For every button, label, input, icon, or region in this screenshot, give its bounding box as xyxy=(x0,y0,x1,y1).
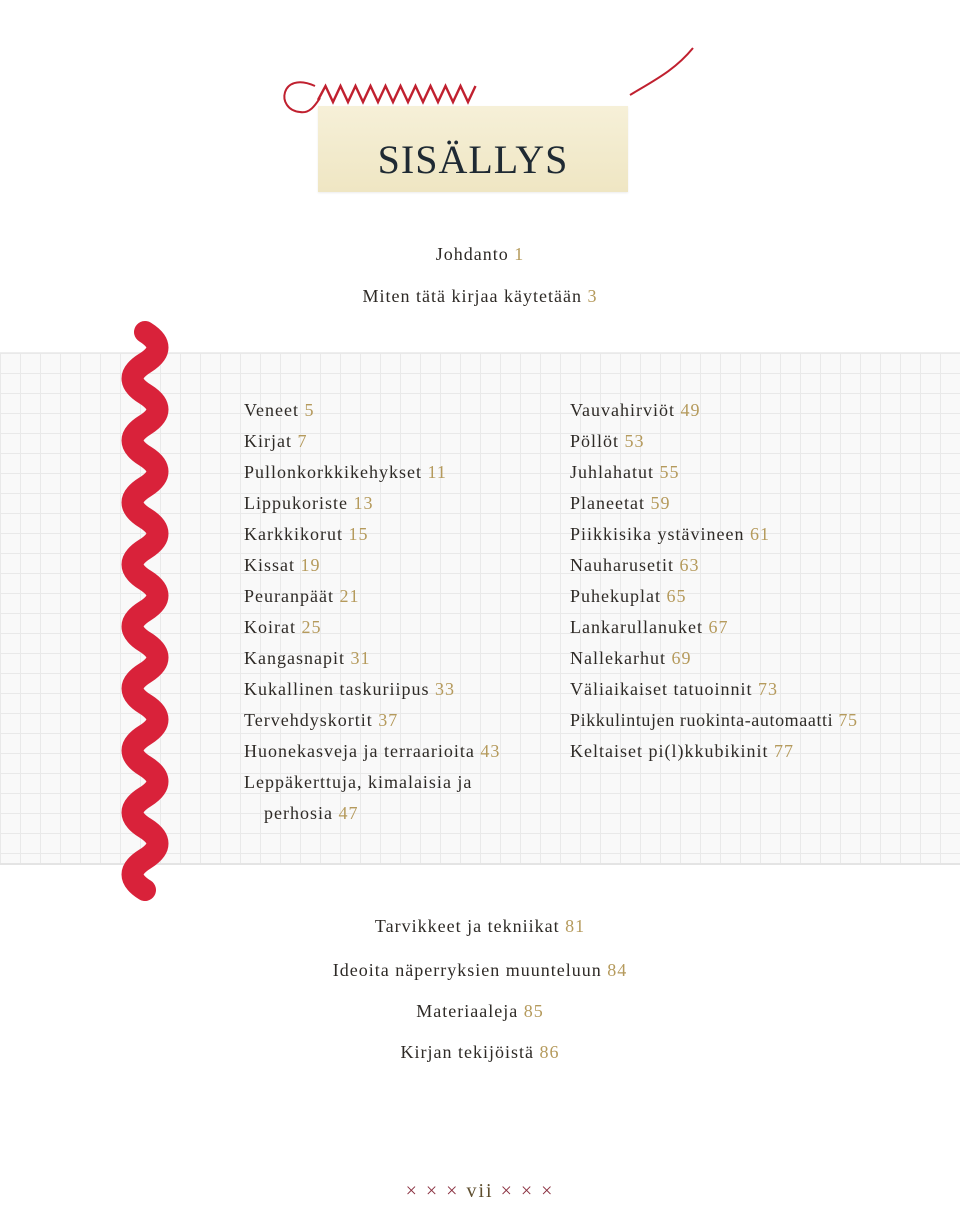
toc-entry[interactable] xyxy=(570,429,858,460)
cross-stitch-marks-right: × × × xyxy=(500,1180,555,1202)
toc-entry[interactable] xyxy=(570,615,858,646)
toc-entry-page: 53 xyxy=(624,431,645,451)
toc-right-column xyxy=(570,398,858,770)
toc-entry-label: Lankarullanuket xyxy=(570,617,703,637)
toc-entry-page: 37 xyxy=(378,710,399,730)
toc-entry[interactable] xyxy=(244,584,500,615)
toc-entry-label: Nauharusetit xyxy=(570,555,674,575)
toc-entry[interactable] xyxy=(244,460,500,491)
toc-entry-label: Lippukoriste xyxy=(244,493,348,513)
toc-left-column xyxy=(244,398,500,826)
toc-entry-label: Tarvikkeet ja tekniikat xyxy=(374,916,560,936)
toc-entry-label: Planeetat xyxy=(570,493,645,513)
toc-entry-label: Karkkikorut xyxy=(244,524,343,544)
toc-entry[interactable] xyxy=(570,522,858,553)
toc-entry[interactable] xyxy=(570,460,858,491)
toc-entry[interactable] xyxy=(570,553,858,584)
toc-entry-label: Kirjan tekijöistä xyxy=(400,1042,534,1062)
toc-entry-label: Pöllöt xyxy=(570,431,620,451)
toc-entry[interactable] xyxy=(570,398,858,429)
toc-entry-page: 65 xyxy=(666,586,687,606)
toc-entry-label: Tervehdyskortit xyxy=(244,710,373,730)
toc-entry[interactable] xyxy=(570,584,858,615)
toc-entry-label: Veneet xyxy=(244,400,299,420)
toc-entry-page: 7 xyxy=(297,431,308,451)
toc-entry-how-to-use[interactable] xyxy=(0,286,960,307)
toc-entry-page: 19 xyxy=(300,555,321,575)
toc-entry-page: 43 xyxy=(480,741,501,761)
toc-entry[interactable] xyxy=(244,615,500,646)
toc-entry-page: 55 xyxy=(659,462,680,482)
toc-entry-label-continued: perhosia xyxy=(264,803,333,823)
toc-entry-page: 63 xyxy=(679,555,700,575)
toc-entry-page: 69 xyxy=(671,648,692,668)
toc-entry[interactable] xyxy=(244,491,500,522)
toc-entry-page: 86 xyxy=(539,1042,560,1062)
toc-entry-appendix[interactable] xyxy=(0,916,960,937)
toc-entry-label: Peuranpäät xyxy=(244,586,334,606)
toc-entry-label: Kukallinen taskuriipus xyxy=(244,679,430,699)
toc-entry[interactable] xyxy=(244,553,500,584)
toc-entry[interactable] xyxy=(244,770,500,826)
toc-entry-page: 15 xyxy=(348,524,369,544)
toc-entry-label: Kirjat xyxy=(244,431,292,451)
toc-entry-label: Koirat xyxy=(244,617,296,637)
toc-entry-page: 47 xyxy=(338,803,359,823)
toc-entry-label: Pullonkorkkikehykset xyxy=(244,462,422,482)
toc-entry-label: Juhlahatut xyxy=(570,462,654,482)
toc-entry-appendix[interactable] xyxy=(0,1001,960,1022)
toc-entry[interactable] xyxy=(244,522,500,553)
toc-entry-label: Piikkisika ystävineen xyxy=(570,524,745,544)
toc-entry-page: 85 xyxy=(523,1001,544,1021)
toc-entry-label: Vauvahirviöt xyxy=(570,400,675,420)
toc-entry[interactable] xyxy=(244,708,500,739)
toc-entry[interactable] xyxy=(244,739,500,770)
toc-entry-label: Keltaiset pi(l)kkubikinit xyxy=(570,741,769,761)
toc-entry[interactable] xyxy=(570,708,858,739)
toc-entry-page: 73 xyxy=(757,679,778,699)
toc-entry-label: Materiaaleja xyxy=(416,1001,519,1021)
toc-entry-appendix[interactable] xyxy=(0,1042,960,1063)
toc-entry-page: 84 xyxy=(607,960,628,980)
toc-entry-label: Kissat xyxy=(244,555,295,575)
toc-entry-label: Pikkulintujen ruokinta-automaatti xyxy=(570,710,834,730)
toc-entry-page: 77 xyxy=(773,741,794,761)
toc-entry[interactable] xyxy=(244,429,500,460)
toc-entry-page: 59 xyxy=(650,493,671,513)
toc-entry-page: 49 xyxy=(680,400,701,420)
toc-entry-label: Ideoita näperryksien muunteluun xyxy=(332,960,602,980)
cross-stitch-marks-left: × × × xyxy=(405,1180,460,1202)
toc-entry-label: Väliaikaiset tatuoinnit xyxy=(570,679,753,699)
toc-entry-page: 5 xyxy=(304,400,315,420)
toc-entry-page: 31 xyxy=(350,648,371,668)
toc-entry-appendix[interactable] xyxy=(0,960,960,981)
toc-entry-page: 13 xyxy=(353,493,374,513)
toc-entry-page: 3 xyxy=(587,286,598,306)
page-footer xyxy=(0,1180,960,1203)
page-title: SISÄLLYS xyxy=(377,137,569,182)
toc-entry[interactable] xyxy=(570,739,858,770)
toc-entry-label: Huonekasveja ja terraarioita xyxy=(244,741,475,761)
toc-entry-page: 21 xyxy=(339,586,360,606)
toc-entry-page: 33 xyxy=(434,679,455,699)
toc-entry-label: Johdanto xyxy=(435,244,509,264)
toc-entry-page: 1 xyxy=(514,244,525,264)
toc-entry-page: 61 xyxy=(749,524,770,544)
toc-entry-intro[interactable] xyxy=(0,244,960,265)
toc-entry-page: 11 xyxy=(427,462,447,482)
toc-entry-label: Nallekarhut xyxy=(570,648,666,668)
toc-entry[interactable] xyxy=(244,398,500,429)
toc-entry-page: 67 xyxy=(708,617,729,637)
zigzag-stitch xyxy=(0,0,960,240)
toc-entry-label: Puhekuplat xyxy=(570,586,661,606)
toc-entry[interactable] xyxy=(244,677,500,708)
toc-entry-page: 75 xyxy=(838,710,858,730)
toc-entry-label: Kangasnapit xyxy=(244,648,345,668)
red-ricrac-ribbon xyxy=(100,318,190,908)
toc-entry[interactable] xyxy=(570,677,858,708)
toc-entry-label: Leppäkerttuja, kimalaisia ja xyxy=(244,772,473,792)
page-number: vii xyxy=(466,1180,494,1202)
toc-entry[interactable] xyxy=(570,646,858,677)
toc-entry-page: 25 xyxy=(301,617,322,637)
toc-entry-page: 81 xyxy=(565,916,586,936)
toc-entry-label: Miten tätä kirjaa käytetään xyxy=(362,286,582,306)
toc-entry[interactable] xyxy=(570,491,858,522)
toc-entry[interactable] xyxy=(244,646,500,677)
